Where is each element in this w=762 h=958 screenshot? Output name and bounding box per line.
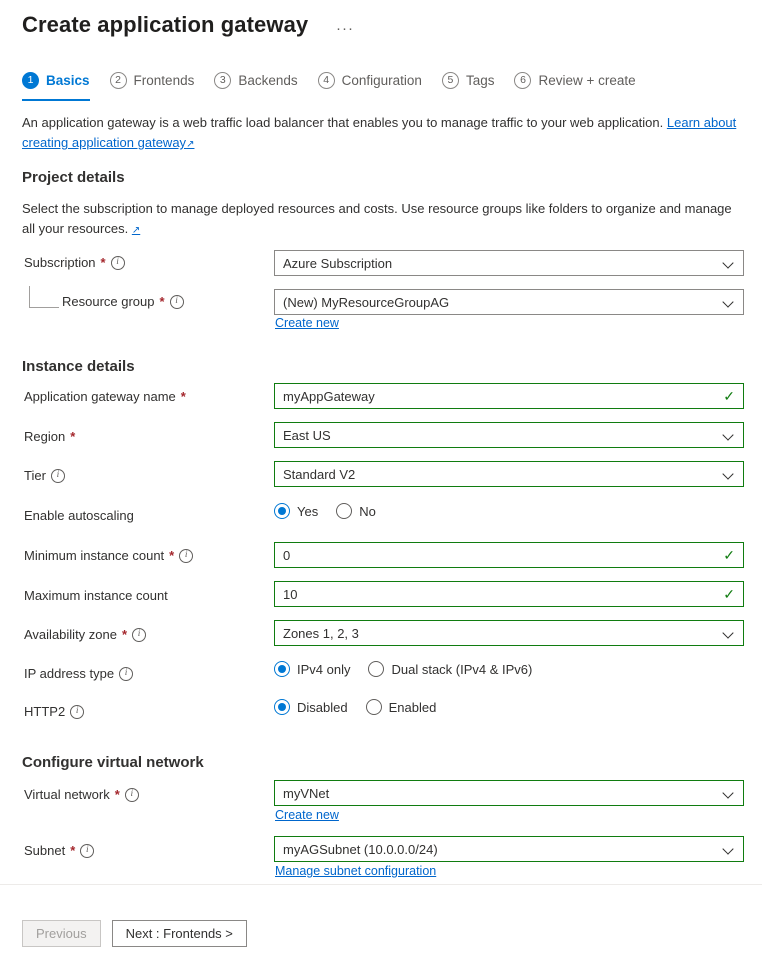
required-marker: * — [70, 429, 76, 444]
tab-label: Basics — [46, 73, 90, 88]
gateway-name-label-text: Application gateway name — [24, 389, 176, 404]
ipv4-only-option[interactable] — [274, 661, 350, 677]
http2-label-text: HTTP2 — [24, 704, 66, 719]
ipv4-only-label: IPv4 only — [297, 661, 351, 677]
tab-frontends[interactable] — [110, 72, 195, 101]
chevron-down-icon — [724, 844, 735, 855]
subnet-label-text: Subnet — [24, 843, 66, 858]
tab-label: Backends — [238, 73, 298, 88]
valid-check-icon: ✓ — [723, 586, 735, 602]
resource-group-create-new-link[interactable]: Create new — [275, 316, 339, 330]
project-details-description-text: Select the subscription to manage deployed resources and costs. Use resource groups like folders to organize and manage all your resources. — [22, 201, 732, 237]
virtual-network-label-text: Virtual network — [24, 787, 110, 802]
tier-value: Standard V2 — [283, 466, 356, 482]
minimum-instance-count-label — [24, 548, 193, 563]
valid-check-icon: ✓ — [723, 547, 735, 563]
tree-connector — [29, 286, 59, 308]
region-select[interactable] — [274, 422, 744, 448]
tab-number: 5 — [442, 72, 459, 89]
http2-disabled-option[interactable] — [274, 699, 348, 715]
tab-label: Review + create — [538, 73, 636, 88]
resource-group-label — [62, 294, 184, 309]
autoscaling-yes-option[interactable] — [274, 503, 318, 519]
info-icon[interactable]: i — [132, 628, 146, 642]
virtual-network-select[interactable] — [274, 780, 744, 806]
learn-about-link[interactable]: Learn about creating application gateway — [22, 115, 737, 151]
required-marker: * — [100, 255, 106, 270]
chevron-down-icon — [724, 430, 735, 441]
tab-label: Configuration — [341, 73, 422, 88]
footer-divider — [0, 884, 762, 885]
chevron-down-icon — [724, 297, 735, 308]
availability-zone-label-text: Availability zone — [24, 627, 117, 642]
region-label — [24, 429, 75, 444]
tab-label: Tags — [465, 73, 495, 88]
chevron-down-icon — [724, 788, 735, 799]
next-frontends-button[interactable]: Next : Frontends > — [112, 920, 247, 947]
radio-button[interactable] — [368, 661, 384, 677]
info-icon[interactable]: i — [125, 788, 139, 802]
tier-label-text: Tier — [24, 468, 46, 483]
intro-text — [22, 113, 744, 153]
info-icon[interactable]: i — [51, 469, 65, 483]
availability-zone-select[interactable] — [274, 620, 744, 646]
required-marker: * — [169, 548, 175, 563]
maximum-instance-count-input[interactable] — [274, 581, 744, 607]
tab-label: Frontends — [133, 73, 195, 88]
required-marker: * — [114, 787, 120, 802]
resource-group-value: (New) MyResourceGroupAG — [283, 294, 450, 310]
ip-address-type-radio-group — [274, 661, 532, 677]
resource-group-label-text: Resource group — [62, 294, 155, 309]
gateway-name-value: myAppGateway — [283, 388, 375, 404]
intro-description: An application gateway is a web traffic load balancer that enables you to manage traffic to your web application. — [22, 115, 664, 130]
page-title: Create application gateway — [22, 12, 309, 37]
manage-subnet-configuration-link[interactable]: Manage subnet configuration — [275, 864, 437, 878]
subscription-select[interactable] — [274, 250, 744, 276]
wizard-footer — [22, 920, 247, 947]
tab-number: 6 — [514, 72, 531, 89]
project-details-heading: Project details — [22, 169, 125, 186]
subscription-label-text: Subscription — [24, 255, 96, 270]
chevron-down-icon — [724, 469, 735, 480]
tab-backends[interactable] — [214, 72, 297, 101]
project-details-description — [22, 199, 744, 239]
ip-address-type-label — [24, 666, 133, 681]
maximum-instance-count-value: 10 — [283, 586, 298, 602]
chevron-down-icon — [724, 258, 735, 269]
tab-tags[interactable] — [442, 72, 495, 101]
minimum-instance-count-input[interactable] — [274, 542, 744, 568]
valid-check-icon: ✓ — [723, 388, 735, 404]
dual-stack-label: Dual stack (IPv4 & IPv6) — [391, 661, 533, 677]
virtual-network-value: myVNet — [283, 785, 330, 801]
enable-autoscaling-label-text: Enable autoscaling — [24, 508, 134, 523]
enable-autoscaling-label — [24, 508, 134, 523]
http2-disabled-label: Disabled — [297, 699, 348, 715]
tab-basics[interactable] — [22, 72, 90, 101]
subnet-value: myAGSubnet (10.0.0.0/24) — [283, 841, 438, 857]
autoscaling-no-label: No — [359, 503, 376, 519]
maximum-instance-count-label-text: Maximum instance count — [24, 588, 168, 603]
http2-label — [24, 704, 84, 719]
radio-button[interactable] — [274, 503, 290, 519]
required-marker: * — [70, 843, 76, 858]
previous-button[interactable]: Previous — [22, 920, 101, 947]
tab-number: 3 — [214, 72, 231, 89]
http2-radio-group — [274, 699, 436, 715]
subscription-value: Azure Subscription — [283, 255, 393, 271]
more-options-button[interactable]: ··· — [336, 20, 354, 37]
virtual-network-label — [24, 787, 139, 802]
ip-address-type-label-text: IP address type — [24, 666, 115, 681]
gateway-name-input[interactable] — [274, 383, 744, 409]
availability-zone-value: Zones 1, 2, 3 — [283, 625, 359, 641]
subnet-label — [24, 843, 94, 858]
tier-select[interactable] — [274, 461, 744, 487]
autoscaling-no-option[interactable] — [336, 503, 376, 519]
required-marker: * — [159, 294, 165, 309]
info-icon[interactable]: i — [170, 295, 184, 309]
required-marker: * — [180, 389, 186, 404]
wizard-tabs — [22, 72, 636, 101]
radio-button[interactable] — [274, 661, 290, 677]
gateway-name-label — [24, 389, 186, 404]
radio-button[interactable] — [274, 699, 290, 715]
tab-number: 2 — [110, 72, 127, 89]
tab-configuration[interactable] — [318, 72, 422, 101]
tab-number: 1 — [22, 72, 39, 89]
tab-number: 4 — [318, 72, 335, 89]
external-link-icon[interactable]: ↗ — [186, 139, 195, 151]
chevron-down-icon — [724, 628, 735, 639]
region-value: East US — [283, 427, 331, 443]
radio-button[interactable] — [336, 503, 352, 519]
instance-details-heading: Instance details — [22, 358, 135, 375]
tab-review-create[interactable] — [514, 72, 635, 101]
info-icon[interactable]: i — [111, 256, 125, 270]
info-icon[interactable]: i — [119, 667, 133, 681]
maximum-instance-count-label — [24, 588, 168, 603]
subnet-select[interactable] — [274, 836, 744, 862]
external-link-icon[interactable]: ↗ — [131, 225, 141, 237]
dual-stack-option[interactable] — [368, 661, 532, 677]
http2-enabled-option[interactable] — [366, 699, 437, 715]
info-icon[interactable]: i — [70, 705, 84, 719]
info-icon[interactable]: i — [179, 549, 193, 563]
http2-enabled-label: Enabled — [388, 699, 437, 715]
region-label-text: Region — [24, 429, 66, 444]
enable-autoscaling-radio-group — [274, 503, 376, 519]
subscription-label — [24, 255, 125, 270]
info-icon[interactable]: i — [80, 844, 94, 858]
radio-button[interactable] — [366, 699, 382, 715]
resource-group-select[interactable] — [274, 289, 744, 315]
autoscaling-yes-label: Yes — [297, 503, 319, 519]
required-marker: * — [121, 627, 128, 642]
minimum-instance-count-label-text: Minimum instance count — [24, 548, 165, 563]
availability-zone-label — [24, 627, 146, 642]
minimum-instance-count-value: 0 — [283, 547, 291, 563]
virtual-network-create-new-link[interactable]: Create new — [275, 808, 339, 822]
tier-label — [24, 468, 65, 483]
configure-vnet-heading: Configure virtual network — [22, 754, 204, 771]
